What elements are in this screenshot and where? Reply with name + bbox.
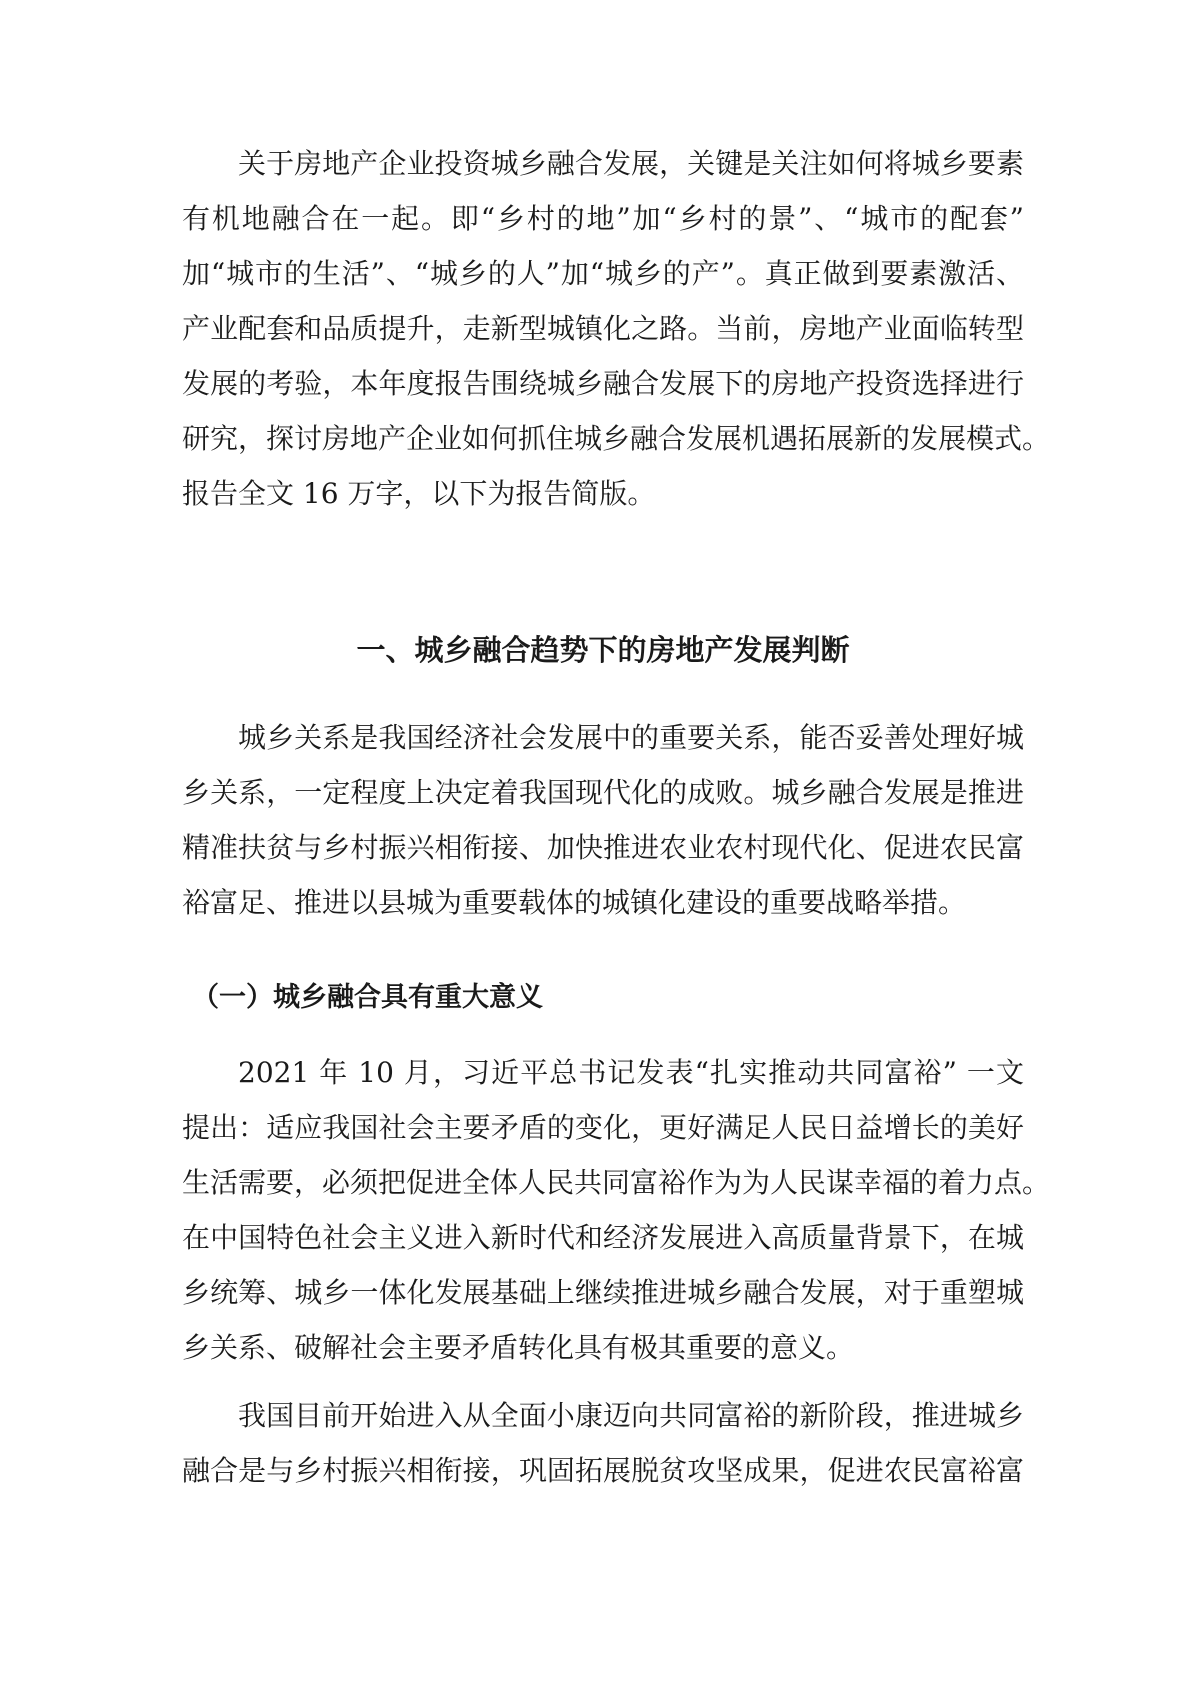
text-line: 乡关系，一定程度上决定着我国现代化的成败。城乡融合发展是推进 [182,776,1024,809]
text-line: 2021 年 10 月，习近平总书记发表“扎实推动共同富裕” 一文 [238,1056,1024,1089]
text-line: 我国目前开始进入从全面小康迈向共同富裕的新阶段，推进城乡 [238,1399,1024,1432]
section1-paragraph [182,710,1024,930]
text-line: 融合是与乡村振兴相衔接，巩固拓展脱贫攻坚成果，促进农民富裕富 [182,1454,1024,1487]
text-line: 发展的考验，本年度报告围绕城乡融合发展下的房地产投资选择进行 [182,367,1024,400]
text-line: 有机地融合在一起。即“乡村的地”加“乡村的景”、“城市的配套” [182,202,1024,235]
text-line: 裕富足、推进以县城为重要载体的城镇化建设的重要战略举措。 [182,886,967,919]
text-line: 乡统筹、城乡一体化发展基础上继续推进城乡融合发展，对于重塑城 [182,1276,1024,1309]
text-line: 研究，探讨房地产企业如何抓住城乡融合发展机遇拓展新的发展模式。 [182,422,1051,455]
text-line: 乡关系、破解社会主要矛盾转化具有极其重要的意义。 [182,1331,855,1364]
text-line: 加“城市的生活”、“城乡的人”加“城乡的产”。真正做到要素激活、 [182,257,1024,290]
intro-paragraph [182,136,1051,521]
subsection-heading: （一）城乡融合具有重大意义 [192,982,543,1013]
section-heading: 一、城乡融合趋势下的房地产发展判断 [356,633,850,667]
text-line: 生活需要，必须把促进全体人民共同富裕作为为人民谋幸福的着力点。 [182,1166,1051,1199]
text-line: 精准扶贫与乡村振兴相衔接、加快推进农业农村现代化、促进农民富 [182,831,1024,864]
text-line: 报告全文 16 万字，以下为报告简版。 [182,477,656,510]
text-line: 关于房地产企业投资城乡融合发展，关键是关注如何将城乡要素 [238,147,1024,180]
text-line: 提出：适应我国社会主要矛盾的变化，更好满足人民日益增长的美好 [182,1111,1024,1144]
subsection1-paragraph-2 [182,1388,1024,1498]
subsection1-paragraph-1 [182,1045,1051,1375]
text-line: 城乡关系是我国经济社会发展中的重要关系，能否妥善处理好城 [238,721,1024,754]
text-line: 产业配套和品质提升，走新型城镇化之路。当前，房地产业面临转型 [182,312,1024,345]
text-line: 在中国特色社会主义进入新时代和经济发展进入高质量背景下，在城 [182,1221,1024,1254]
